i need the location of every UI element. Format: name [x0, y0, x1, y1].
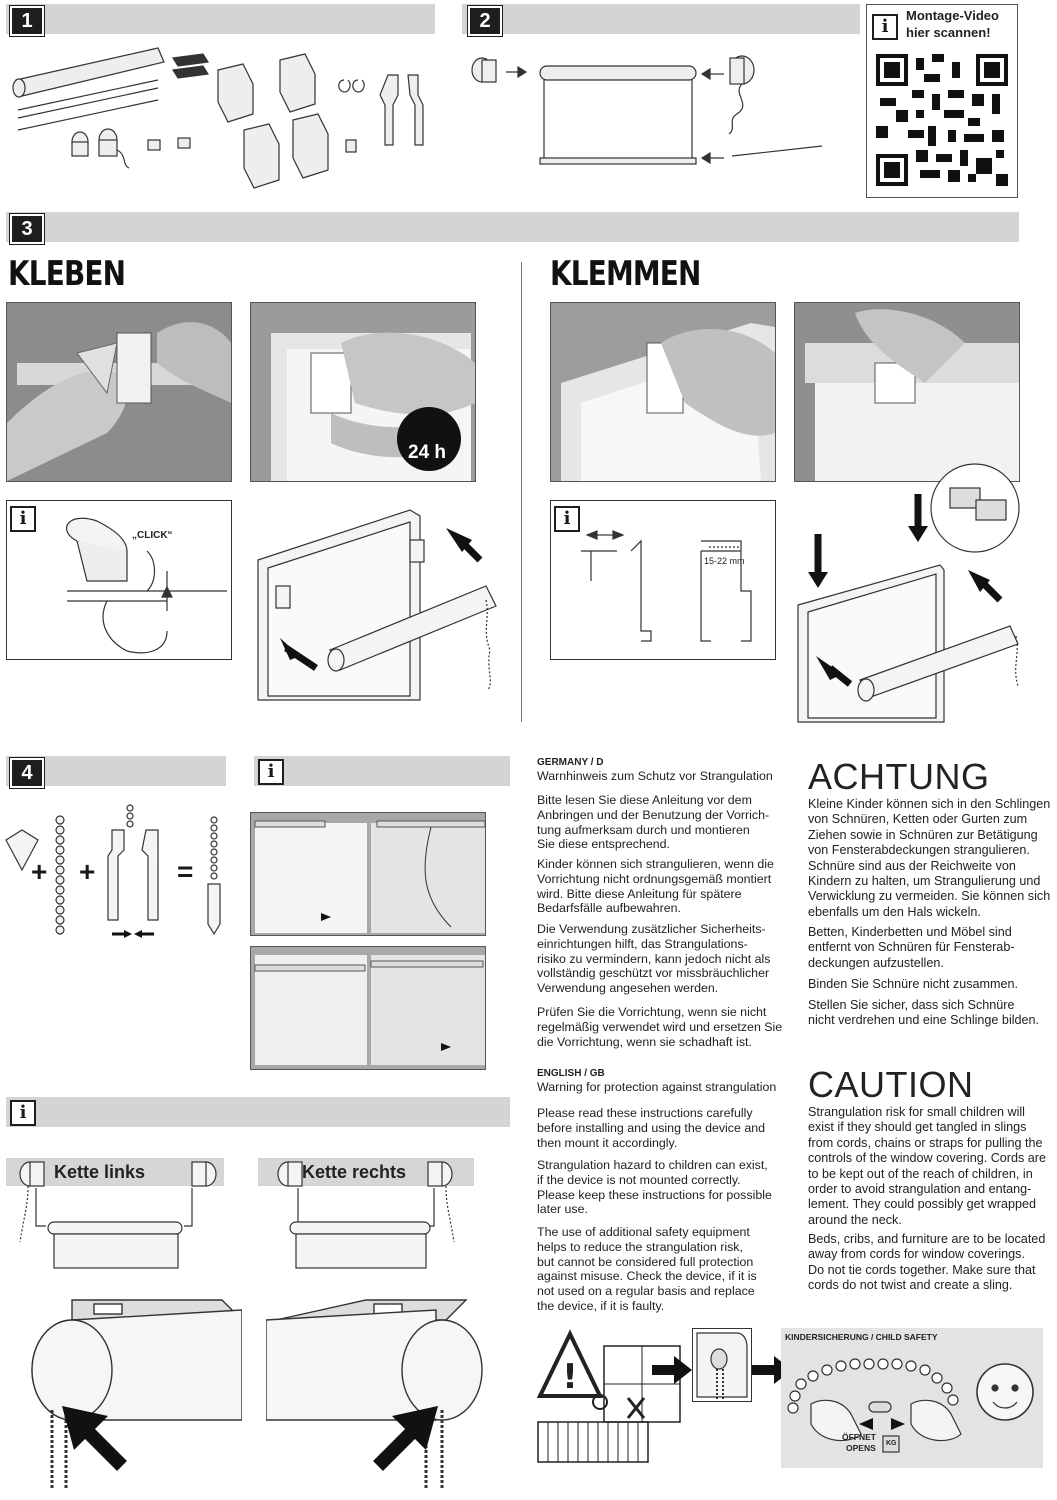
step4-number: 4 — [10, 758, 44, 788]
opens-de-label: ÖFFNET — [842, 1432, 876, 1442]
child-safety-drawing — [781, 1344, 1043, 1468]
german-paragraph-3: Die Verwendung zusätzlicher Sicherheits- einrichtungen hilft, das Strangulations- risiko zu vermindern, kann jedoch nicht als vollständig geschützt vor missbräuchlicher Verwendung angesehen werden. — [537, 922, 771, 996]
klemmen-photo-1 — [550, 302, 776, 482]
chain-right-closeup — [266, 1290, 512, 1490]
opens-en-label: OPENS — [846, 1443, 876, 1453]
achtung-paragraph-1: Kleine Kinder können sich in den Schlingen von Schnüren, Ketten oder Gurten zum Ziehen sowie in Schnüren zur Betätigung von Fensterabdeckungen strangulieren. Schnüre sind aus der Reichweite von Kindern zu halten, um Strangulierung und Verwicklung zu vermeiden. Sie können sich ebenfalls um den Hals wickeln. — [808, 797, 1051, 919]
column-divider — [521, 262, 522, 722]
german-paragraph-1: Bitte lesen Sie diese Anleitung vor dem Anbringen und der Benutzung der Vorrich- tung aufmerksam durch und montieren Sie diese entsprechend. — [537, 793, 770, 852]
achtung-paragraph-3: Binden Sie Schnüre nicht zusammen. — [808, 977, 1019, 991]
step1-number: 1 — [10, 6, 44, 36]
svg-text:!: ! — [562, 1357, 578, 1397]
chain-left-label: Kette links — [54, 1162, 146, 1182]
klemmen-info-icon: i — [554, 506, 580, 532]
german-paragraph-4: Prüfen Sie die Vorrichtung, wenn sie nicht regelmäßig verwendet wird und ersetzen Sie die Vorrichtung, wenn sie schadhaft ist. — [537, 1005, 783, 1049]
qr-code[interactable] — [876, 54, 1008, 186]
chain-cover-pictogram — [692, 1328, 752, 1402]
equals-sign: = — [177, 856, 194, 887]
child-safety-title: KINDERSICHERUNG / CHILD SAFETY — [785, 1332, 938, 1342]
arrow-1 — [652, 1356, 692, 1384]
chain-right-label: Kette rechts — [302, 1162, 407, 1182]
click-label: „CLICK“ — [132, 530, 173, 541]
timer-label: 24 h — [408, 442, 447, 463]
info-icon-top: i — [258, 759, 284, 785]
klemmen-title: KLEMMEN — [550, 254, 701, 294]
info-bar-bottom — [6, 1097, 510, 1127]
caution-paragraph-2: Beds, cribs, and furniture are to be located away from cords for window coverings. Do not tie cords together. Make sure that cords do not twist and create a sling. — [808, 1232, 1046, 1293]
german-heading: Warnhinweis zum Schutz vor Strangulation — [537, 769, 773, 783]
caution-title: CAUTION — [808, 1064, 974, 1105]
english-paragraph-1: Please read these instructions carefully before installing and using the device and then mount it accordingly. — [537, 1106, 766, 1150]
plus-sign-1: + — [31, 856, 48, 887]
english-paragraph-3: The use of additional safety equipment helps to reduce the strangulation risk, but cannot be considered full protection against misuse. Check the device, if it is not used on a regular basis and replace the device, if it is faulty. — [537, 1225, 757, 1313]
achtung-paragraph-4: Stellen Sie sicher, dass sich Schnüre nicht verdrehen und eine Schlinge bilden. — [808, 998, 1040, 1028]
warning-pictogram — [534, 1326, 684, 1466]
english-paragraph-2: Strangulation hazard to children can exist, if the device is not mounted correctly. Please keep these instructions for possible later use. — [537, 1158, 772, 1217]
caution-paragraph-1: Strangulation risk for small children will exist if they should get tangled in slings from cords, chains or straps for pulling the controls of the window covering. Cords are to be kept out of the reach of children, in order to avoid strangulation and entang- lement. They could possibly get wrapped around the neck. — [808, 1105, 1046, 1227]
info-bar-top — [254, 756, 510, 786]
kg-label: KG — [886, 1440, 897, 1447]
qr-caption-1: Montage-Video — [906, 8, 999, 23]
assembly-illustration — [462, 40, 857, 205]
info-icon: i — [872, 14, 898, 40]
german-lang-label: GERMANY / D — [537, 757, 604, 768]
cover-photo-2 — [250, 946, 486, 1070]
german-paragraph-2: Kinder können sich strangulieren, wenn die Vorrichtung nicht ordnungsgemäß montiert wird. Bitte diese Anleitung für spätere Bedarfsfälle aufbewahren. — [537, 857, 774, 916]
step3-bar — [6, 212, 1019, 242]
kleben-info-icon: i — [10, 506, 36, 532]
step1-bar — [6, 4, 435, 34]
kleben-title: KLEBEN — [8, 254, 126, 294]
chain-left-closeup — [2, 1290, 242, 1490]
chain-left-drawing — [6, 1158, 246, 1278]
info-icon-bottom: i — [10, 1100, 36, 1126]
cover-photo-1 — [250, 812, 486, 936]
klemmen-photo-2 — [794, 302, 1020, 482]
kleben-info-panel — [6, 500, 232, 660]
kleben-photo-1 — [6, 302, 232, 482]
kleben-window-drawing — [250, 500, 505, 708]
measure-label: 15-22 mm — [704, 556, 745, 566]
step2-number: 2 — [468, 6, 502, 36]
plus-sign-2: + — [79, 856, 96, 887]
english-lang-label: ENGLISH / GB — [537, 1068, 605, 1079]
achtung-paragraph-2: Betten, Kinderbetten und Möbel sind entfernt von Schnüren für Fensterab- deckungen aufzustellen. — [808, 925, 1015, 970]
qr-caption-2: hier scannen! — [906, 25, 991, 40]
klemmen-info-panel — [550, 500, 776, 660]
parts-illustration — [8, 40, 433, 205]
chain-right-drawing — [258, 1158, 498, 1278]
step2-bar — [462, 4, 860, 34]
achtung-title: ACHTUNG — [808, 756, 990, 797]
klemmen-window-drawing — [790, 460, 1030, 725]
step3-number: 3 — [10, 214, 44, 244]
english-heading: Warning for protection against strangulation — [537, 1080, 777, 1094]
